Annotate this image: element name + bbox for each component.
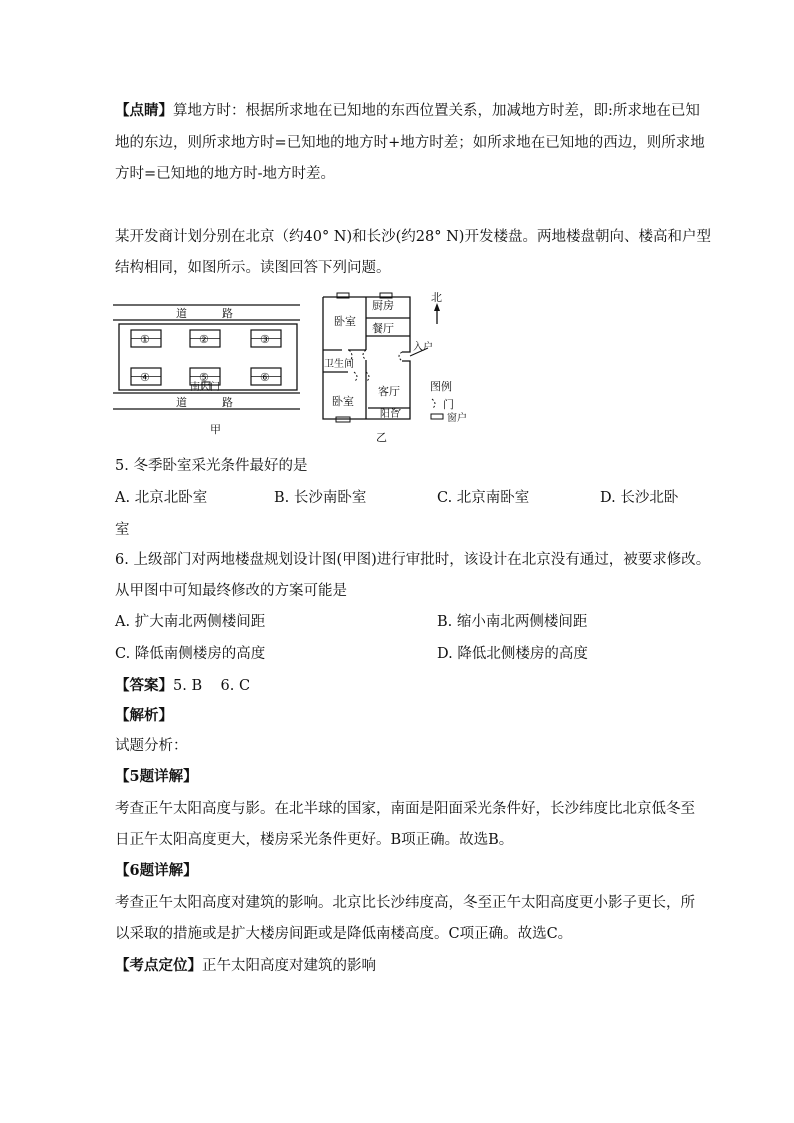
q5-option-d-wrap: 室 xyxy=(115,522,130,538)
label-entrance: 入户 xyxy=(413,342,433,353)
intro-line-2: 结构相同，如图所示。读图回答下列问题。 xyxy=(115,260,391,276)
q6-option-a: A. 扩大南北两侧楼间距 xyxy=(115,614,266,630)
kaodian-text: 正午太阳高度对建筑的影响 xyxy=(202,958,376,974)
dianjing-line-1 xyxy=(115,101,700,121)
north-label: 北 xyxy=(431,291,442,304)
dianjing-line-3: 方时=已知地的地方时-地方时差。 xyxy=(115,166,336,182)
q5-detail-line-1: 考查正午太阳高度与影。在北半球的国家，南面是阳面采光条件好，长沙纬度比北京低冬至 xyxy=(115,801,695,817)
room-dining: 餐厅 xyxy=(372,322,394,335)
room-bedroom-south: 卧室 xyxy=(332,395,354,408)
building-2: ② xyxy=(199,333,209,346)
q6-stem-2: 从甲图中可知最终修改的方案可能是 xyxy=(115,583,347,599)
q6-option-b: B. 缩小南北两侧楼间距 xyxy=(437,614,588,630)
building-5: ⑤ xyxy=(199,371,209,384)
room-bedroom-north: 卧室 xyxy=(334,315,356,328)
q5-detail-tag: 【5题详解】 xyxy=(115,768,198,785)
q6-option-d: D. 降低北侧楼房的高度 xyxy=(437,646,588,662)
answer-line xyxy=(115,676,685,696)
south-gate-label: 南大门 xyxy=(190,382,220,393)
room-bathroom: 卫生间 xyxy=(324,359,354,370)
dianjing-text-1: 算地方时：根据所求地在已知地的东西位置关系，加减地方时差，即:所求地在已知 xyxy=(173,103,700,119)
answer-tag: 【答案】 xyxy=(115,677,173,694)
q5-option-a: A. 北京北卧室 xyxy=(115,490,208,506)
legend-title: 图例 xyxy=(430,380,452,393)
q5-option-b: B. 长沙南卧室 xyxy=(274,490,367,506)
q6-stem-1: 6. 上级部门对两地楼盘规划设计图(甲图)进行审批时，该设计在北京没有通过，被要求修改。 xyxy=(115,552,711,568)
q6-detail-line-2: 以采取的措施或是扩大楼房间距或是降低南楼高度。C项正确。故选C。 xyxy=(115,926,573,942)
room-kitchen: 厨房 xyxy=(372,299,394,312)
intro-line-1: 某开发商计划分别在北京（约40° N)和长沙(约28° N)开发楼盘。两地楼盘朝向、楼高和户型 xyxy=(115,229,711,245)
dianjing-tag: 【点睛】 xyxy=(115,102,173,119)
building-3: ③ xyxy=(260,333,270,346)
figure xyxy=(110,288,480,448)
building-4: ④ xyxy=(140,371,150,384)
legend-window-label: 窗户 xyxy=(447,413,467,424)
q5-option-d: D. 长沙北卧 xyxy=(600,490,679,506)
q6-detail-tag: 【6题详解】 xyxy=(115,862,198,879)
q5-detail-line-2: 日正午太阳高度更大，楼房采光条件更好。B项正确。故选B。 xyxy=(115,832,514,848)
q6-detail-line-1: 考查正午太阳高度对建筑的影响。北京比长沙纬度高，冬至正午太阳高度更小影子更长，所 xyxy=(115,895,695,911)
figure-jia xyxy=(113,305,300,409)
road-top-2: 路 xyxy=(222,307,233,320)
road-bottom-1: 道 xyxy=(176,396,187,409)
road-top-1: 道 xyxy=(176,307,187,320)
kaodian-line xyxy=(115,956,685,976)
dianjing-line-2: 地的东边，则所求地方时=已知地的地方时+地方时差；如所求地在已知地的西边，则所求地 xyxy=(115,135,705,151)
building-1: ① xyxy=(140,333,150,346)
room-balcony: 阳台 xyxy=(380,409,400,420)
legend-door-label: 门 xyxy=(443,398,454,411)
q5-option-c: C. 北京南卧室 xyxy=(437,490,530,506)
kaodian-tag: 【考点定位】 xyxy=(115,957,202,974)
analysis-tag: 【解析】 xyxy=(115,707,173,724)
building-6: ⑥ xyxy=(260,371,270,384)
caption-yi: 乙 xyxy=(376,431,387,444)
analysis-sub: 试题分析： xyxy=(115,738,188,754)
room-living: 客厅 xyxy=(378,385,400,398)
answer-text: 5. B 6. C xyxy=(173,678,251,694)
road-bottom-2: 路 xyxy=(222,396,233,409)
caption-jia: 甲 xyxy=(210,423,221,436)
q6-option-c: C. 降低南侧楼房的高度 xyxy=(115,646,266,662)
q5-stem: 5. 冬季卧室采光条件最好的是 xyxy=(115,458,308,474)
